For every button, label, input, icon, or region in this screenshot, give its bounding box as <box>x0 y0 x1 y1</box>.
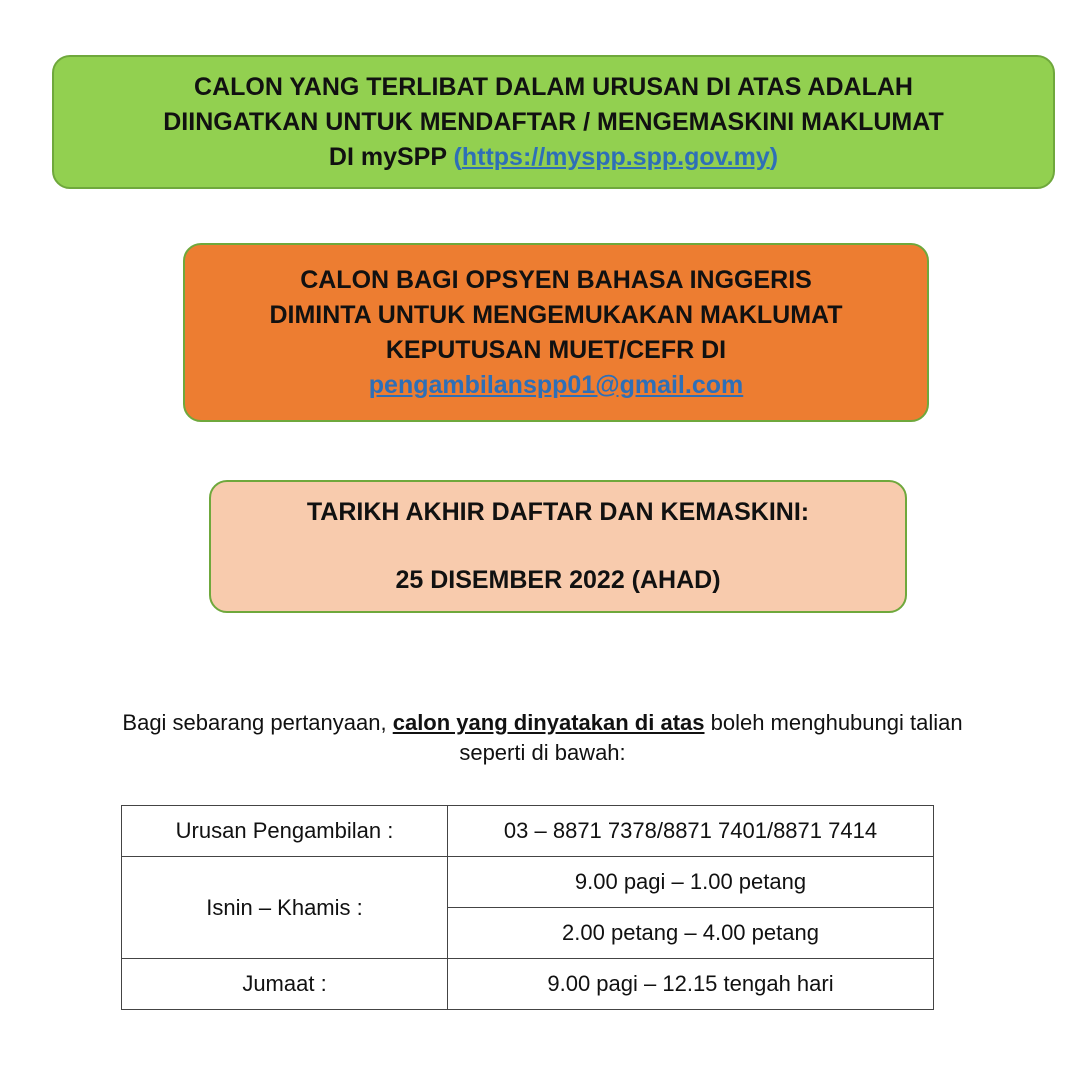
orange-line-1: CALON BAGI OPSYEN BAHASA INGGERIS <box>300 265 812 294</box>
enquiry-text <box>30 708 1055 768</box>
orange-line-3: KEPUTUSAN MUET/CEFR DI <box>385 335 727 364</box>
table-row <box>122 959 934 1010</box>
notice-line-1: CALON YANG TERLIBAT DALAM URUSAN DI ATAS ADALAH <box>194 72 913 101</box>
row-label: Isnin – Khamis : <box>122 857 448 959</box>
deadline-label: TARIKH AKHIR DAFTAR DAN KEMASKINI: <box>306 498 810 526</box>
orange-line-2: DIMINTA UNTUK MENGEMUKAKAN MAKLUMAT <box>269 300 843 329</box>
contact-table <box>121 805 934 1010</box>
email-link[interactable]: pengambilanspp01@gmail.com <box>368 370 744 399</box>
table-row <box>122 857 934 908</box>
table-row <box>122 806 934 857</box>
myspp-reminder-notice <box>52 55 1055 189</box>
notice-line-2: DIINGATKAN UNTUK MENDAFTAR / MENGEMASKINI MAKLUMAT <box>163 107 944 136</box>
enquiry-suffix: boleh menghubungi talian <box>704 710 963 735</box>
hours-afternoon: 2.00 petang – 4.00 petang <box>448 908 934 959</box>
hours-friday: 9.00 pagi – 12.15 tengah hari <box>448 959 934 1010</box>
link-paren-close: ) <box>769 142 779 171</box>
enquiry-prefix: Bagi sebarang pertanyaan, <box>122 710 393 735</box>
row-label: Urusan Pengambilan : <box>122 806 448 857</box>
myspp-link[interactable]: https://myspp.spp.gov.my <box>461 142 770 171</box>
notice-line-3 <box>329 140 778 175</box>
phone-numbers: 03 – 8871 7378/8871 7401/8871 7414 <box>448 806 934 857</box>
enquiry-emphasis: calon yang dinyatakan di atas <box>392 710 705 735</box>
notice-line-3-prefix: DI mySPP <box>328 142 454 171</box>
enquiry-line-2: seperti di bawah: <box>459 740 626 765</box>
row-label: Jumaat : <box>122 959 448 1010</box>
muet-cefr-notice <box>183 243 929 422</box>
deadline-date: 25 DISEMBER 2022 (AHAD) <box>395 566 721 594</box>
deadline-notice <box>209 480 907 613</box>
hours-morning: 9.00 pagi – 1.00 petang <box>448 857 934 908</box>
link-paren-open: ( <box>453 142 462 171</box>
enquiry-line-1 <box>30 708 1055 738</box>
